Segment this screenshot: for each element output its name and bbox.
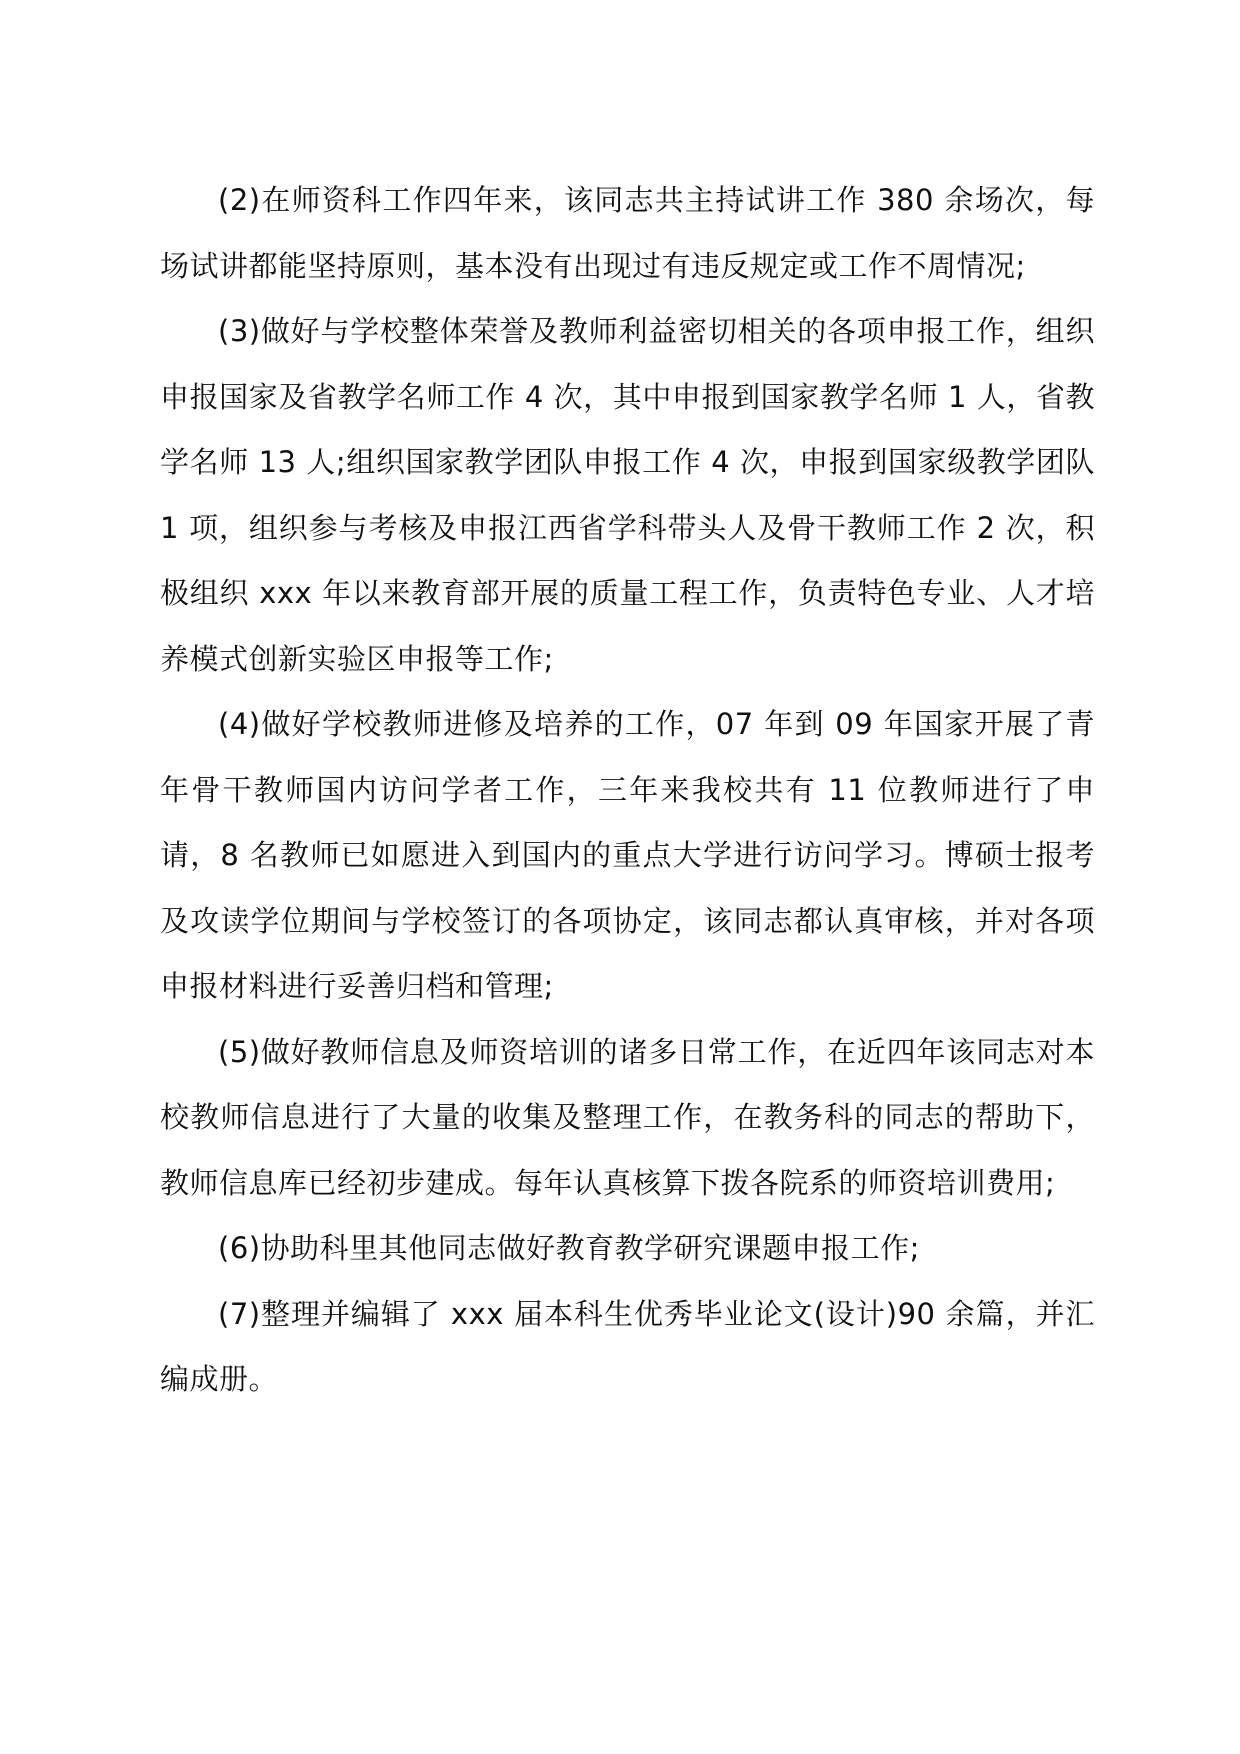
document-body <box>160 168 1095 1413</box>
paragraph-item-5: (5)做好教师信息及师资培训的诸多日常工作，在近四年该同志对本校教师信息进行了大量的收集及整理工作，在教务科的同志的帮助下，教师信息库已经初步建成。每年认真核算下拨各院系的师资培训费用; <box>160 1034 1095 1200</box>
paragraph-item-3: (3)做好与学校整体荣誉及教师利益密切相关的各项申报工作，组织申报国家及省教学名师工作 4 次，其中申报到国家教学名师 1 人，省教学名师 13 人;组织国家教学团队申报工作 4 次，申报到国家级教学团队 1 项，组织参与考核及申报江西省学科带头人及骨干教师工作 2 次，积极组织 xxx 年以来教育部开展的质量工程工作，负责特色专业、人才培养模式创新实验区申报等工作; <box>160 314 1095 676</box>
paragraph-item-4: (4)做好学校教师进修及培养的工作，07 年到 09 年国家开展了青年骨干教师国内访问学者工作，三年来我校共有 11 位教师进行了申请，8 名教师已如愿进入到国内的重点大学进行访问学习。博硕士报考及攻读学位期间与学校签订的各项协定，该同志都认真审核，并对各项申报材料进行妥善归档和管理; <box>160 707 1095 1003</box>
paragraph-item-6: (6)协助科里其他同志做好教育教学研究课题申报工作; <box>218 1231 920 1265</box>
paragraph-item-2: (2)在师资科工作四年来，该同志共主持试讲工作 380 余场次，每场试讲都能坚持原则，基本没有出现过有违反规定或工作不周情况; <box>160 183 1095 283</box>
paragraph-item-7: (7)整理并编辑了 xxx 届本科生优秀毕业论文(设计)90 余篇，并汇编成册。 <box>160 1296 1095 1396</box>
